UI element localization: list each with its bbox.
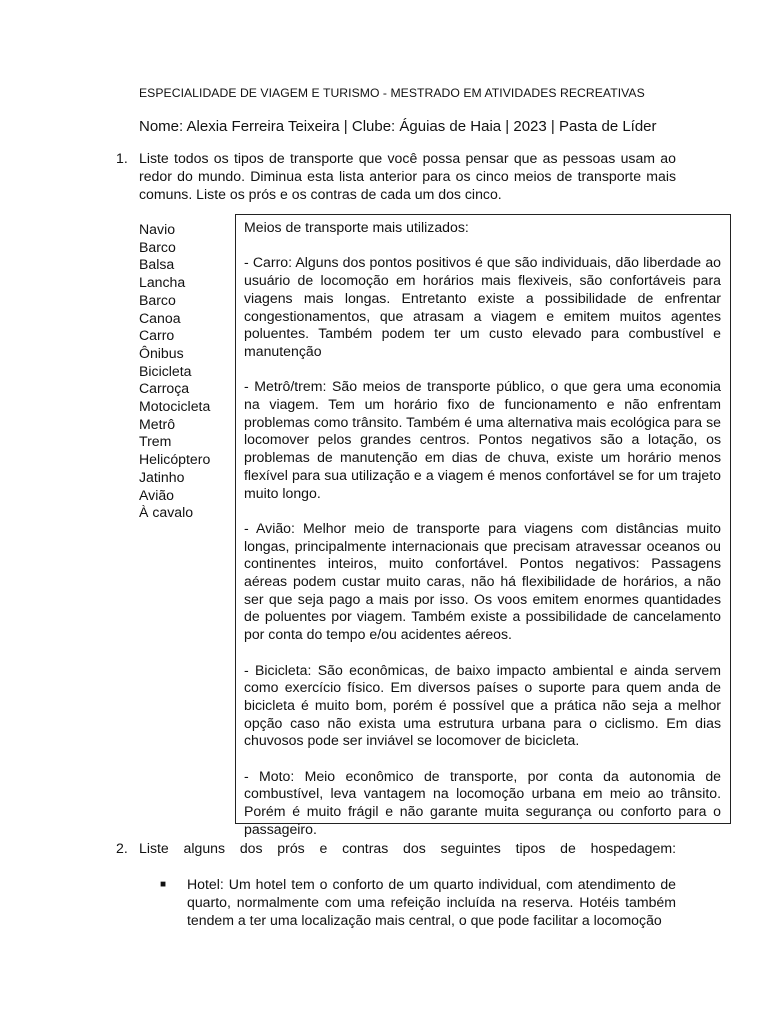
- list-item: Ônibus: [139, 344, 184, 361]
- question-1-text: Liste todos os tipos de transporte que você possa pensar que as pessoas usam ao redor do mundo. Diminua esta lista anterior para os cinco meios de transporte mais comuns. Liste os prós e os contras de cada um dos cinco.: [139, 150, 676, 202]
- list-item: Barco: [139, 291, 176, 308]
- list-item: Helicóptero: [139, 451, 211, 468]
- hotel-bullet: [160, 876, 676, 929]
- list-item: Balsa: [139, 256, 175, 273]
- question-1-number: 1.: [116, 150, 128, 166]
- list-item: Lancha: [139, 274, 186, 291]
- list-item: Canoa: [139, 309, 181, 326]
- question-2: [116, 840, 676, 858]
- question-1: [116, 150, 676, 203]
- list-item: Metrô: [139, 415, 176, 432]
- answer-paragraph-aviao: - Avião: Melhor meio de transporte para viagens com distâncias muito longas, principalmente internacionais que precisam atravessar oceanos ou continentes inteiros, muito confortável. Pontos negativos: Passagens aéreas podem custar muito caras, não há flexibilidade de horários, a não ser que seja pago a mais por isso. Os voos emitem enormes quantidades de poluentes por viagem. Também existe a possibilidade de cancelamento por conta do tempo e/ou acidentes aéreos.: [244, 519, 721, 643]
- question-2-number: 2.: [116, 840, 128, 856]
- answer-paragraph-moto: - Moto: Meio econômico de transporte, por conta da autonomia de combustível, leva vantagem na locomoção urbana em meio ao trânsito. Porém é muito frágil e não garante muita segurança ou conforto para o passageiro.: [244, 767, 721, 837]
- answer-paragraph-carro: - Carro: Alguns dos pontos positivos é que são individuais, dão liberdade ao usuário de locomoção em horários mais flexiveis, são confortáveis para viagens mais longas. Entretanto existe a possibilidade de enfrentar congestionamentos, que atrasam a viagem e emitem muitos agentes poluentes. Também podem ter um custo elevado para combustível e manutenção: [244, 254, 721, 359]
- list-item: Navio: [139, 221, 176, 237]
- document-title: ESPECIALIDADE DE VIAGEM E TURISMO - MESTRADO EM ATIVIDADES RECREATIVAS: [139, 86, 645, 100]
- list-item: Motocicleta: [139, 398, 211, 415]
- author-info: Nome: Alexia Ferreira Teixeira | Clube: Águias de Haia | 2023 | Pasta de Líder: [139, 118, 657, 135]
- answer-paragraph-metro: - Metrô/trem: São meios de transporte público, o que gera uma economia na viagem. Tem um horário fixo de funcionamento e não enfrentam problemas como trânsito. Também é uma alternativa mais ecológica para se locomover pelos grandes centros. Pontos negativos são a lotação, os problemas de manutenção em dias de chuva, existe um horário menos flexível para sua utilização e a viagem é menos confortável se for um trajeto muito longo.: [244, 378, 721, 501]
- list-item: Avião: [139, 486, 175, 503]
- transport-list: [139, 221, 210, 522]
- question-2-text: Liste alguns dos prós e contras dos seguintes tipos de hospedagem:: [139, 840, 676, 856]
- list-item: Barco: [139, 238, 176, 255]
- list-item: Carroça: [139, 380, 190, 397]
- hotel-bullet-text: Hotel: Um hotel tem o conforto de um quarto individual, com atendimento de quarto, normalmente com uma refeição incluída na reserva. Hotéis também tendem a ter uma localização mais central, o que pode facilitar a locomoção: [187, 876, 676, 928]
- list-item: Trem: [139, 433, 172, 450]
- list-item: À cavalo: [139, 504, 194, 521]
- list-item: Bicicleta: [139, 362, 192, 379]
- answer-box-title: Meios de transporte mais utilizados:: [244, 219, 469, 235]
- list-item: Carro: [139, 327, 175, 344]
- answer-paragraph-bicicleta: - Bicicleta: São econômicas, de baixo impacto ambiental e ainda servem como exercício físico. Em diversos países o suporte para quem anda de bicicleta é muito bom, porém é possível que a prática não seja a melhor opção caso não exista uma estrutura urbana para o ciclismo. Em dias chuvosos pode ser inviável se locomover de bicicleta.: [244, 661, 721, 749]
- answer-box: [235, 214, 731, 837]
- list-item: Jatinho: [139, 468, 185, 485]
- bullet-square-icon: ■: [160, 879, 167, 890]
